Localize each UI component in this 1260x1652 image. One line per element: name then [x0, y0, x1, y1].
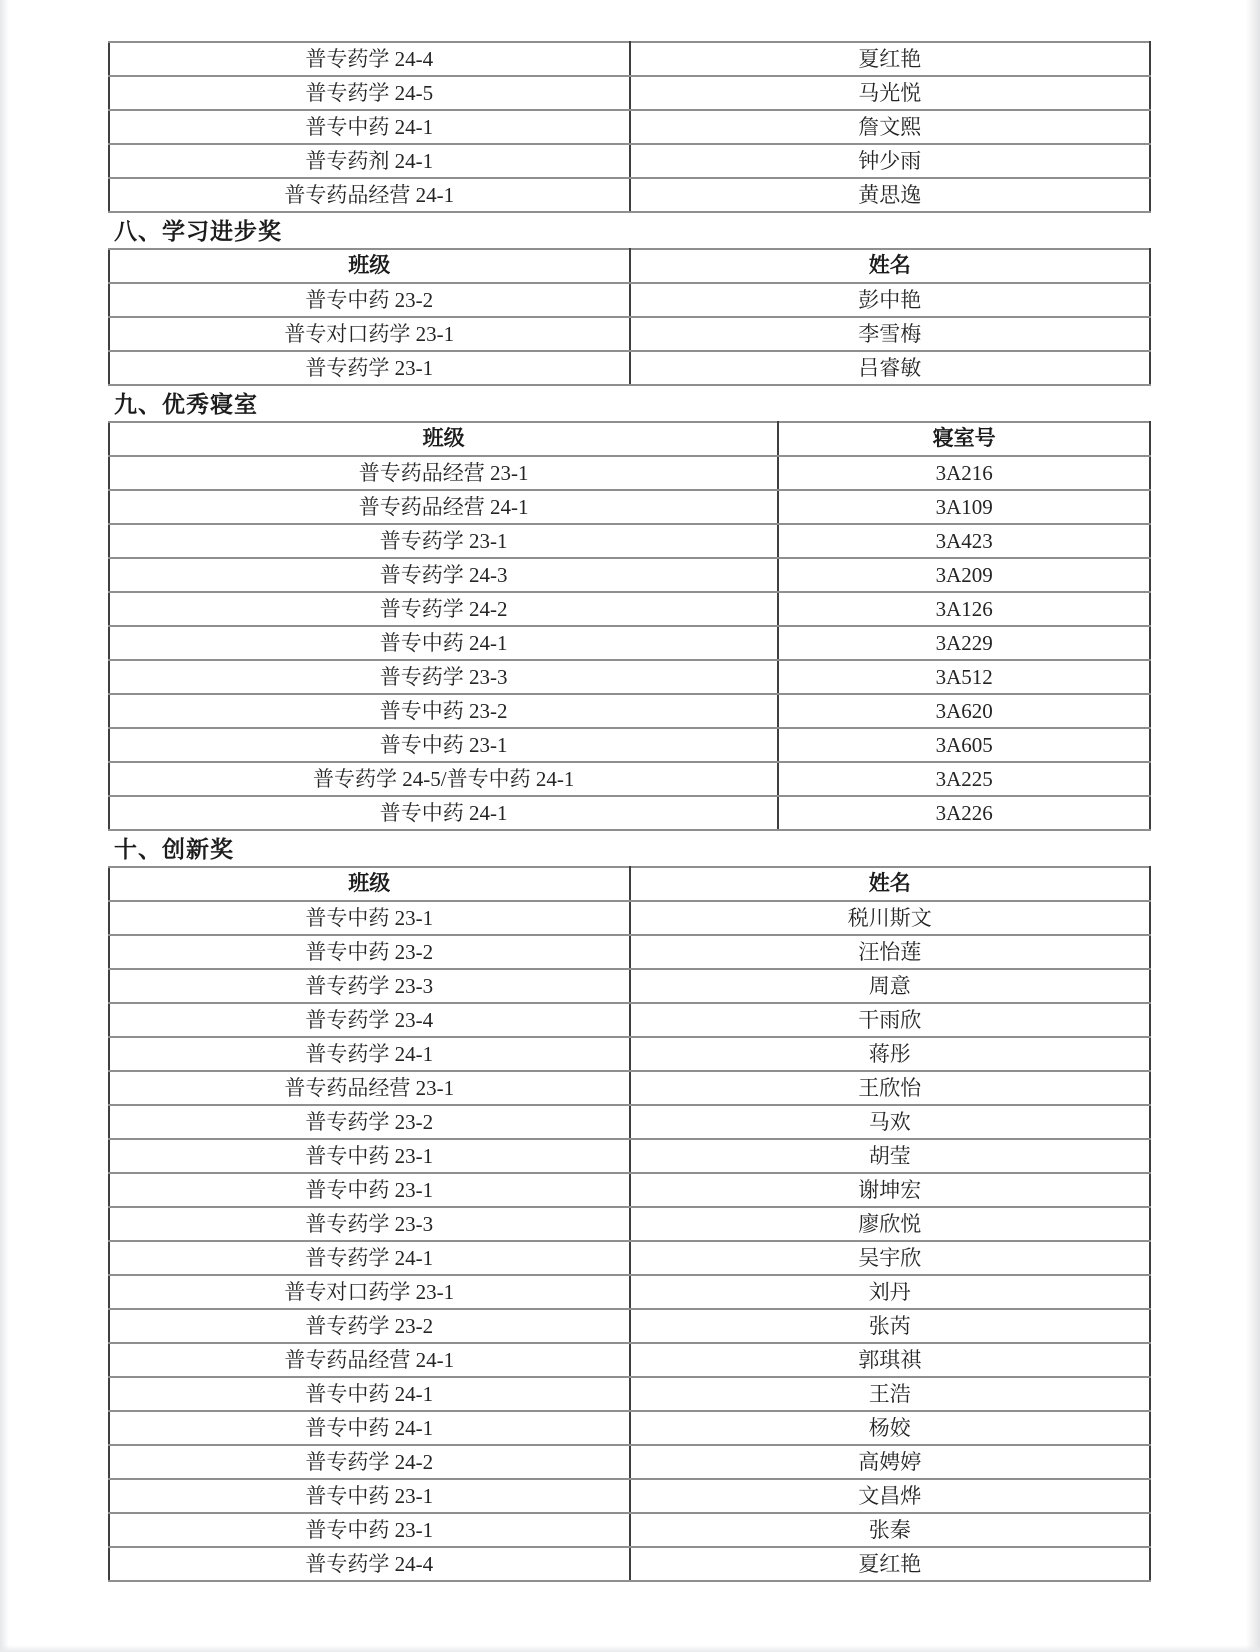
- value-cell: 马光悦: [630, 76, 1151, 110]
- column-header-class: 班级: [109, 249, 630, 283]
- class-cell: 普专药学 24-5/普专中药 24-1: [109, 762, 778, 796]
- table-row: [109, 592, 1150, 626]
- value-cell: 干雨欣: [630, 1003, 1151, 1037]
- class-cell: 普专药品经营 23-1: [109, 456, 778, 490]
- table-row: [109, 762, 1150, 796]
- class-cell: 普专药学 24-1: [109, 1037, 630, 1071]
- value-cell: 夏红艳: [630, 42, 1151, 76]
- table-row: [109, 901, 1150, 935]
- value-cell: 张秦: [630, 1513, 1151, 1547]
- class-cell: 普专中药 23-1: [109, 1479, 630, 1513]
- value-cell: 胡莹: [630, 1139, 1151, 1173]
- class-cell: 普专药学 23-2: [109, 1309, 630, 1343]
- table-row: [109, 1139, 1150, 1173]
- table-row: [109, 1037, 1150, 1071]
- value-cell: 彭中艳: [630, 283, 1151, 317]
- value-cell: 3A209: [778, 558, 1150, 592]
- table-row: [109, 1071, 1150, 1105]
- section-heading: 九、优秀寝室: [114, 391, 258, 417]
- class-cell: 普专药剂 24-1: [109, 144, 630, 178]
- table-row: [109, 317, 1150, 351]
- table-row: [109, 76, 1150, 110]
- value-cell: 杨姣: [630, 1411, 1151, 1445]
- class-cell: 普专药学 23-1: [109, 351, 630, 385]
- class-cell: 普专药学 23-2: [109, 1105, 630, 1139]
- header-row: [109, 422, 1150, 456]
- class-cell: 普专药学 24-5: [109, 76, 630, 110]
- value-cell: 蒋彤: [630, 1037, 1151, 1071]
- value-cell: 谢坤宏: [630, 1173, 1151, 1207]
- column-header-class: 班级: [109, 422, 778, 456]
- table-row: [109, 660, 1150, 694]
- value-cell: 3A229: [778, 626, 1150, 660]
- value-cell: 马欢: [630, 1105, 1151, 1139]
- awards-table: [108, 421, 1151, 831]
- value-cell: 郭琪祺: [630, 1343, 1151, 1377]
- value-cell: 3A126: [778, 592, 1150, 626]
- class-cell: 普专中药 23-2: [109, 283, 630, 317]
- class-cell: 普专药品经营 24-1: [109, 178, 630, 212]
- class-cell: 普专药学 23-3: [109, 969, 630, 1003]
- table-row: [109, 796, 1150, 830]
- table-row: [109, 1547, 1150, 1581]
- table-row: [109, 144, 1150, 178]
- class-cell: 普专药学 24-2: [109, 1445, 630, 1479]
- table-row: [109, 1003, 1150, 1037]
- class-cell: 普专药学 23-1: [109, 524, 778, 558]
- value-cell: 文昌烨: [630, 1479, 1151, 1513]
- value-cell: 3A423: [778, 524, 1150, 558]
- table-row: [109, 1411, 1150, 1445]
- table-row: [109, 694, 1150, 728]
- table-row: [109, 1343, 1150, 1377]
- class-cell: 普专中药 23-1: [109, 728, 778, 762]
- class-cell: 普专药学 24-4: [109, 1547, 630, 1581]
- table-row: [109, 42, 1150, 76]
- value-cell: 刘丹: [630, 1275, 1151, 1309]
- table-row: [109, 626, 1150, 660]
- value-cell: 3A109: [778, 490, 1150, 524]
- table-row: [109, 558, 1150, 592]
- table-row: [109, 1309, 1150, 1343]
- table-row: [109, 1241, 1150, 1275]
- header-row: [109, 249, 1150, 283]
- class-cell: 普专中药 23-1: [109, 901, 630, 935]
- class-cell: 普专药学 24-3: [109, 558, 778, 592]
- class-cell: 普专药品经营 24-1: [109, 1343, 630, 1377]
- value-cell: 黄思逸: [630, 178, 1151, 212]
- value-cell: 廖欣悦: [630, 1207, 1151, 1241]
- value-cell: 3A216: [778, 456, 1150, 490]
- table-row: [109, 1105, 1150, 1139]
- value-cell: 李雪梅: [630, 317, 1151, 351]
- value-cell: 3A620: [778, 694, 1150, 728]
- column-header-value: 姓名: [630, 867, 1151, 901]
- table-row: [109, 1377, 1150, 1411]
- scan-edge-right: [1246, 0, 1260, 1652]
- table-row: [109, 110, 1150, 144]
- header-row: [109, 867, 1150, 901]
- class-cell: 普专药学 23-3: [109, 660, 778, 694]
- value-cell: 3A605: [778, 728, 1150, 762]
- class-cell: 普专中药 24-1: [109, 1411, 630, 1445]
- column-header-value: 寝室号: [778, 422, 1150, 456]
- table-row: [109, 1479, 1150, 1513]
- awards-table: [108, 248, 1151, 386]
- awards-table: [108, 866, 1151, 1582]
- class-cell: 普专对口药学 23-1: [109, 317, 630, 351]
- class-cell: 普专中药 23-1: [109, 1173, 630, 1207]
- table-row: [109, 283, 1150, 317]
- value-cell: 夏红艳: [630, 1547, 1151, 1581]
- table-row: [109, 178, 1150, 212]
- table-row: [109, 456, 1150, 490]
- class-cell: 普专中药 24-1: [109, 626, 778, 660]
- class-cell: 普专药学 24-2: [109, 592, 778, 626]
- table-row: [109, 935, 1150, 969]
- class-cell: 普专药学 24-4: [109, 42, 630, 76]
- class-cell: 普专中药 24-1: [109, 110, 630, 144]
- value-cell: 3A225: [778, 762, 1150, 796]
- value-cell: 汪怡莲: [630, 935, 1151, 969]
- value-cell: 税川斯文: [630, 901, 1151, 935]
- class-cell: 普专中药 24-1: [109, 1377, 630, 1411]
- class-cell: 普专中药 23-2: [109, 935, 630, 969]
- table-row: [109, 728, 1150, 762]
- table-row: [109, 1275, 1150, 1309]
- class-cell: 普专对口药学 23-1: [109, 1275, 630, 1309]
- table-row: [109, 1445, 1150, 1479]
- value-cell: 周意: [630, 969, 1151, 1003]
- column-header-value: 姓名: [630, 249, 1151, 283]
- value-cell: 吴宇欣: [630, 1241, 1151, 1275]
- class-cell: 普专中药 24-1: [109, 796, 778, 830]
- table-row: [109, 969, 1150, 1003]
- value-cell: 3A226: [778, 796, 1150, 830]
- table-row: [109, 1513, 1150, 1547]
- value-cell: 张芮: [630, 1309, 1151, 1343]
- value-cell: 王欣怡: [630, 1071, 1151, 1105]
- value-cell: 3A512: [778, 660, 1150, 694]
- value-cell: 詹文熙: [630, 110, 1151, 144]
- table-row: [109, 524, 1150, 558]
- section-heading: 十、创新奖: [114, 836, 234, 862]
- scan-edge-bottom: [0, 1645, 1260, 1652]
- class-cell: 普专中药 23-1: [109, 1513, 630, 1547]
- award-document-page: [108, 0, 1151, 1582]
- awards-table: [108, 41, 1151, 213]
- value-cell: 吕睿敏: [630, 351, 1151, 385]
- class-cell: 普专药学 23-3: [109, 1207, 630, 1241]
- table-row: [109, 1173, 1150, 1207]
- class-cell: 普专中药 23-2: [109, 694, 778, 728]
- class-cell: 普专药品经营 23-1: [109, 1071, 630, 1105]
- column-header-class: 班级: [109, 867, 630, 901]
- class-cell: 普专药学 23-4: [109, 1003, 630, 1037]
- value-cell: 高娉婷: [630, 1445, 1151, 1479]
- class-cell: 普专药品经营 24-1: [109, 490, 778, 524]
- scan-edge-left: [0, 0, 9, 1652]
- section-heading: 八、学习进步奖: [114, 218, 282, 244]
- class-cell: 普专中药 23-1: [109, 1139, 630, 1173]
- value-cell: 钟少雨: [630, 144, 1151, 178]
- value-cell: 王浩: [630, 1377, 1151, 1411]
- class-cell: 普专药学 24-1: [109, 1241, 630, 1275]
- table-row: [109, 490, 1150, 524]
- table-row: [109, 1207, 1150, 1241]
- table-row: [109, 351, 1150, 385]
